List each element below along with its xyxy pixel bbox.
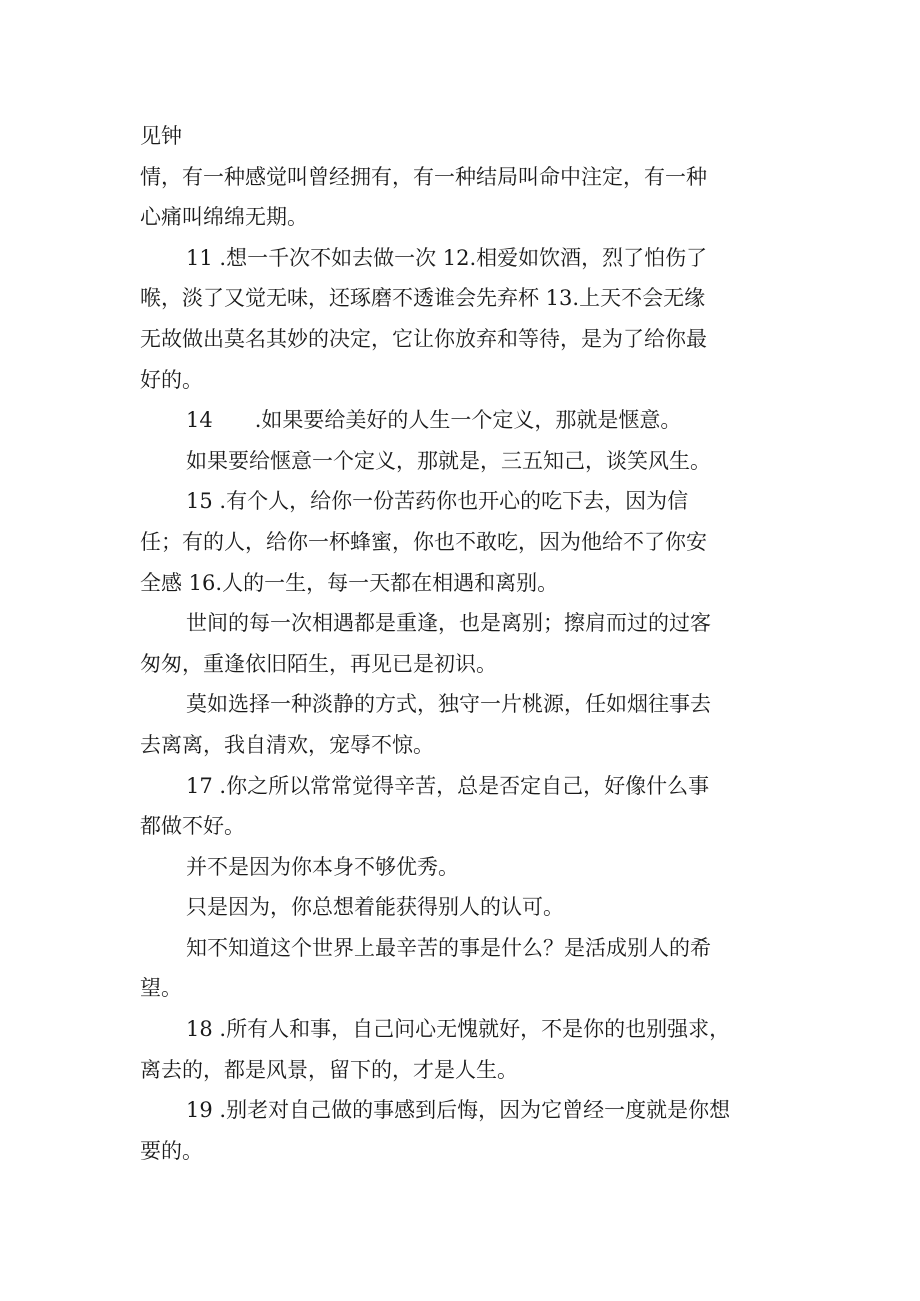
text-line: 望。 (140, 976, 182, 1001)
text-line: 喉，淡了又觉无味，还琢磨不透谁会先弃杯 13.上天不会无缘 (140, 286, 706, 311)
text-line: 去离离，我自清欢，宠辱不惊。 (140, 732, 434, 757)
text-line: 17 .你之所以常常觉得辛苦，总是否定自己，好像什么事 (186, 773, 710, 798)
text-line: 情，有一种感觉叫曾经拥有，有一种结局叫命中注定，有一种 (140, 164, 707, 189)
text-line: 任；有的人，给你一杯蜂蜜，你也不敢吃，因为他给不了你安 (140, 529, 707, 554)
text-line: 并不是因为你本身不够优秀。 (186, 854, 459, 879)
text-line: 15 .有个人，给你一份苦药你也开心的吃下去，因为信 (186, 489, 689, 514)
text-line: 知不知道这个世界上最辛苦的事是什么？是活成别人的希 (186, 935, 711, 960)
text-line: 只是因为，你总想着能获得别人的认可。 (186, 895, 564, 920)
text-line: 都做不好。 (140, 814, 245, 839)
text-line: 19 .别老对自己做的事感到后悔，因为它曾经一度就是你想 (186, 1098, 731, 1123)
text-line: 匆匆，重逢依旧陌生，再见已是初识。 (140, 651, 497, 676)
text-line: 如果要给惬意一个定义，那就是，三五知己，谈笑风生。 (186, 448, 711, 473)
text-line: 14 .如果要给美好的人生一个定义，那就是惬意。 (186, 408, 682, 433)
text-line: 好的。 (140, 367, 203, 392)
text-line: 见钟 (140, 124, 182, 148)
text-line: 世间的每一次相遇都是重逢，也是离别；擦肩而过的过客 (186, 611, 711, 636)
body-text (140, 116, 780, 1171)
text-line: 心痛叫绵绵无期。 (140, 205, 308, 230)
text-line: 离去的，都是风景，留下的，才是人生。 (140, 1057, 518, 1082)
text-line: 11 .想一千次不如去做一次 12.相爱如饮酒，烈了怕伤了 (186, 245, 708, 270)
text-line: 18 .所有人和事，自己问心无愧就好，不是你的也别强求， (186, 1017, 731, 1042)
text-line: 莫如选择一种淡静的方式，独守一片桃源，任如烟往事去 (186, 692, 711, 717)
text-line: 无故做出莫名其妙的决定，它让你放弃和等待，是为了给你最 (140, 326, 707, 351)
text-line: 全感 16.人的一生，每一天都在相遇和离别。 (140, 570, 559, 595)
text-line: 要的。 (140, 1138, 203, 1163)
